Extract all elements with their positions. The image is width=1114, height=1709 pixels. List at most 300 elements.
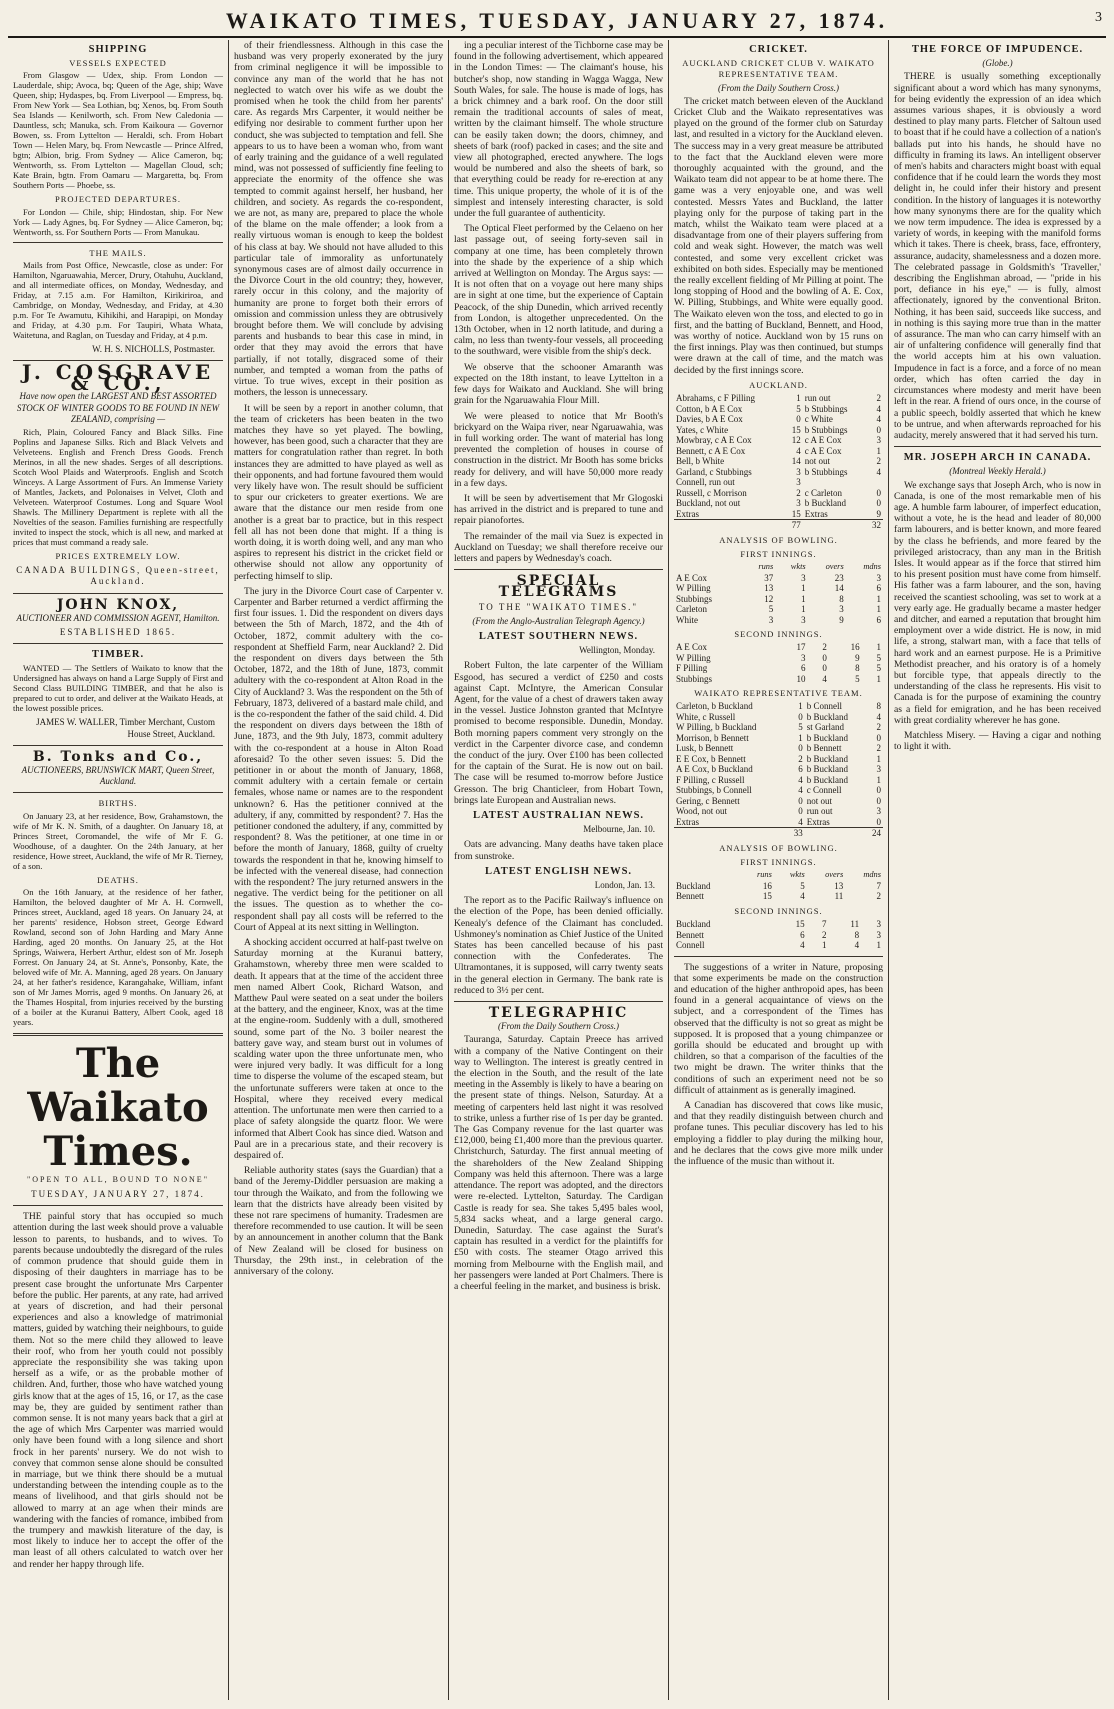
table-cell: Extras (676, 508, 699, 519)
table-cell: Bennett, c A E Cox (676, 445, 746, 456)
timber-text: WANTED — The Settlers of Waikato to know that the Undersigned has always on hand a Large Supply of First and Second Class BUILDING TIMBER, and that he also is prepared to cut to order, and deliver at the Waikato Heads, at the lowest possible prices. (13, 663, 223, 714)
table-header-cell: runs (758, 562, 774, 571)
table-row (674, 722, 883, 733)
table-cell: b Bennett (806, 743, 842, 754)
cricket-heading: CRICKET. (749, 44, 808, 55)
table-cell: c White (804, 414, 833, 425)
analysis-rows-3 (674, 881, 883, 902)
table-cell: F Pilling, c Russell (676, 774, 745, 785)
table-cell: 4 (876, 466, 881, 477)
table-row (674, 393, 883, 404)
table-cell: Bennett (676, 929, 704, 940)
table-cell: 32 (872, 520, 881, 531)
table-cell: 6 (876, 583, 881, 593)
table-cell: 13 (834, 880, 844, 891)
table-cell: b Stubbings (804, 403, 848, 414)
table-cell: not out (806, 795, 832, 806)
table-cell: Davies, b A E Cox (676, 414, 743, 425)
table-cell: 1 (876, 642, 881, 653)
table-cell: Carleton (676, 604, 707, 614)
auckland-rows (674, 393, 883, 520)
cosgrave-banner: J. COSGRAVE & CO., (21, 360, 215, 396)
table-cell: 3 (796, 498, 801, 509)
table-cell (803, 477, 866, 488)
deaths-heading: DEATHS. (97, 874, 139, 885)
column-1 (8, 40, 228, 1700)
table-cell: Stubbings, b Connell (676, 785, 752, 796)
table-cell: 1 (876, 774, 881, 785)
table-cell: 0 (876, 816, 881, 827)
table-cell: 3 (796, 477, 801, 488)
table-cell: 1 (798, 701, 803, 712)
paper-banner: The Waikato Times. (27, 1039, 209, 1175)
births-heading: BIRTHS. (98, 798, 138, 809)
table-cell: Bennett (676, 891, 704, 902)
table-cell: Cotton, b A E Cox (676, 403, 743, 414)
article-amaranth: We observe that the schooner Amaranth was expected on the 18th instant, to leave Lyttelton in a few days for Waikato and Auckland. She will bring grain for the Ngaruawahia Flour Mill. (454, 361, 663, 407)
table-cell: 2 (798, 753, 803, 764)
table-row (674, 919, 883, 930)
table-cell: 7 (876, 880, 881, 891)
table-row (674, 817, 883, 828)
arch-text: We exchange says that Joseph Arch, who is now in Canada, is one of the most remarkable men of his age. A humble farm labourer, of imperfect education, without a vote, he is the head and leader of 80,000 farm labourers, and is better known, and more feared by the class he befriends, and more feared by the privileged aristocracy, than any man in the British Isles. It would appear as if the force that stirred him to his present position must have come from himself. His father was a farm labourer, and the son, having received the scantiest schooling, was set to work at a very early age. He gradually became a master hedger and ditcher, and earned a reputation that brought him employment over a wide district. He is now, in mid life, a strong, stalwart man, with a face that tells of hard work and an earnest purpose. He is a Primitive Methodist preacher, and his oratory is of a homely but forcible type, that appeals directly to the understanding of the class he represents. His visit to Canada is for the purpose of examining the country as a field for emigration, and he has been received with great cordiality wherever he has gone. (894, 479, 1101, 726)
auckland-heading: AUCKLAND. (749, 379, 808, 390)
table-cell: not out (804, 456, 831, 467)
table-cell: 15 (791, 424, 801, 435)
analysis-table-1 (674, 562, 883, 625)
cosgrave-address: CANADA BUILDINGS, Queen-street, Auckland. (16, 565, 220, 587)
table-row (674, 414, 883, 425)
table-cell: A E Cox, b Buckland (676, 764, 753, 775)
table-cell: b Buckland (806, 764, 848, 775)
knox-sub: AUCTIONEER AND COMMISSION AGENT, Hamilton. (16, 612, 220, 623)
masthead (8, 6, 1106, 38)
table-cell: 0 (876, 732, 881, 743)
table-cell: c A E Cox (804, 435, 842, 446)
table-cell: 3 (768, 614, 774, 625)
table-row (674, 764, 883, 775)
table-row (674, 663, 883, 674)
table-cell: b Buckland (806, 711, 848, 722)
paper-motto: "OPEN TO ALL, BOUND TO NONE" (27, 1174, 209, 1184)
table-cell: 2 (822, 642, 827, 653)
telegraphic-source: (From the Daily Southern Cross.) (497, 1021, 620, 1032)
table-row (674, 940, 883, 951)
waikato-heading: WAIKATO REPRESENTATIVE TEAM. (694, 688, 863, 699)
table-cell: White (676, 614, 698, 625)
table-cell: 4 (796, 445, 801, 456)
special-telegrams-banner: SPECIAL TELEGRAMS (498, 573, 619, 601)
article-divorce-verdict: The jury in the Divorce Court case of Carpenter v. Carpenter and Barber returned a verdict affirming the first four issues. 1. Did the respondent on divers days between the 5th of March, 1872, and the 4th of October, 1872, commit adultery with the co-respondent at Sheffield Farm, near Auckland? 2. Did the respondent on divers days between the 5th October, 1872, and the 18th of June, 1873, commit adultery with the co-respondent at Alton Road in the City of Auckland? 3. Was the respondent on the 5th of February, 1873, delivered of a bastard male child, and is the co-respondent the father of the said child. 4. Did the respondent on divers days between the 18th of June, 1873, and the 9th July, 1873, commit adultery with the co-respondent at a house in Alton Road aforesaid? To the other seven issues: 5. Did the petitioner in or about the month of January, 1868, commit adultery with a certain female or certain females, whose name or names are to the respondent unknown? 6. Has the petitioner connived at the adultery, if any, committed by respondent? 7. Has the petitioner condoned the adultery, if any, committed by respondent? 8. Was the petitioner, at one time in or before the month of January, 1868, guilty of cruelty towards the respondent in that he, knowing himself to be infected with the venereal disease, had connection with the respondent? The jury returned answers in the negative. The verdict being for the petitioner on all the issues. The question as to whether the co-respondent shall pay all costs will be referred to the Court of Appeal at its next sitting in Wellington. (234, 585, 443, 933)
departures-text: For London — Chile, ship; Hindostan, ship. For New York — Lady Agnes, bq. For Sydney — Alice Cameron, bq; Wentworth, ss. For Southern Ports — From Manukau. (13, 206, 223, 237)
table-cell: W Pilling (676, 652, 711, 663)
table-cell: b Buckland (806, 774, 848, 785)
table-cell: b Buckland (806, 753, 848, 764)
table-cell: 4 (800, 891, 805, 902)
article-boiler-accident: A shocking accident occurred at half-past twelve on Saturday morning at the Kuranui battery, Grahamstown, whereby three men were scalded to death. It appears that at the time of the accident three men named Albert Cook, Richard Watson, and Matthew Paul were seated on a seat under the boilers at the battery, and the engineer, Knox, was at the time at the engine-room. Suddenly with a dull, smothered sound, some part of the No. 3 boiler nearest the battery gave way, and steam burst out in volumes of scalding water upon the three unfortunate men, who were injured very badly. It was difficult for a long time to disperse the volume of the escaped steam, but the unfortunate sufferers were taken at once to the Hospital, where they received every medical attention. The unfortunate men were then carried to a place of safety alongside the quartz floor. We were informed that Albert Cook has since died. Watson and Paul are in a precarious state, and their recovery is despaired of. (234, 937, 443, 1161)
departures-heading: PROJECTED DEPARTURES. (55, 194, 181, 205)
article-cricket-comment: It will be seen by a report in another column, that the team of cricketers has been beaten in the two matches they have so yet played. The bowling, however, has been good, such a character that they are matters for congratulation rather than regret. In both instances they are admitted to have played as well as their opponents, and had fortune favoured them would very likely have won. The result should be sufficient to spur our cricketers to greater exertions. We are aware that the distance our men reside from one another is a great bar to practice, but in this respect fell all has not been done that might. If a thing is worth doing, it is worth doing well, and any man who aspires to represent his district in the cricket field or otherwise should not allow any opportunity of perfecting himself to slip. (234, 402, 443, 582)
analysis-second-innings-2: SECOND INNINGS. (734, 905, 823, 916)
table-cell: 2 (876, 393, 881, 404)
auckland-total (674, 520, 883, 531)
table-cell: 2 (876, 722, 881, 733)
table-cell: 6 (798, 764, 803, 775)
article-mail: The remainder of the mail via Suez is expected in Auckland on Tuesday; we shall therefore receive our letters and papers by Wednesday's coach. (454, 530, 663, 564)
table-cell: 12 (791, 435, 801, 446)
table-cell: 11 (834, 891, 844, 902)
table-cell: 9 (839, 614, 844, 625)
table-cell: 5 (800, 880, 805, 891)
table-cell: Buckland (676, 880, 711, 891)
table-cell: 1 (796, 393, 801, 404)
cows-music-paragraph: A Canadian has discovered that cows like music, and that they readily distinguish between church and profane tunes. This peculiar discovery has led to his employing a fiddler to play during the milking hour, and he declares that the cows give more milk under the influence of the music than without it. (674, 1099, 883, 1167)
knox-established: ESTABLISHED 1865. (59, 627, 177, 638)
impudence-heading: THE FORCE OF IMPUDENCE. (911, 44, 1084, 55)
table-cell: Extras (676, 816, 699, 827)
timber-signature: JAMES W. WALLER, Timber Merchant, Custom House Street, Auckland. (36, 717, 215, 739)
analysis-rows-1 (674, 573, 883, 626)
table-row (674, 594, 883, 605)
auckland-scorecard (674, 393, 883, 531)
table-cell: 9 (855, 652, 860, 663)
table-row (674, 488, 883, 499)
table-cell: 6 (876, 614, 881, 625)
table-cell: 2 (876, 456, 881, 467)
table-cell: 4 (822, 673, 827, 684)
table-cell (674, 828, 787, 839)
table-cell: 5 (798, 722, 803, 733)
table-cell: 1 (801, 604, 806, 614)
cricket-title: AUCKLAND CRICKET CLUB V. WAIKATO REPRESENTATIVE TEAM. (682, 58, 875, 80)
analysis-rows-2 (674, 642, 883, 684)
table-cell: Yates, c White (676, 424, 729, 435)
table-cell: Extras (804, 508, 828, 519)
table-cell: 4 (800, 940, 805, 951)
table-row (674, 712, 883, 723)
table-cell: 1 (876, 445, 881, 456)
table-cell: 2 (876, 743, 881, 754)
latest-english-heading: LATEST ENGLISH NEWS. (484, 865, 633, 877)
table-cell: A E Cox (676, 572, 708, 583)
table-cell: 8 (854, 929, 860, 940)
table-cell: 12 (764, 593, 774, 604)
knox-banner: JOHN KNOX, (56, 596, 180, 613)
table-cell: 11 (850, 919, 860, 930)
table-header-cell: mdns (863, 870, 881, 880)
table-cell: 0 (798, 795, 803, 806)
table-row (674, 477, 883, 488)
table-cell: 0 (822, 663, 827, 674)
cosgrave-prices: PRICES EXTREMELY LOW. (55, 551, 181, 562)
article-divorce-comment: of their friendlessness. Although in this case the husband was very properly exonerated by the jury from criminal negligence it will be impossible to convince any man of the world that he has not neglected to watch over his wife as we doubt the promised when he took the child from her parents' care. As regards Mrs Carpenter, it would neither be edifying nor desirable to comment further upon her conduct, she was subjected to temptation and fell. She appears to us to have been a woman who, from want of early training and the guidance of a well regulated mind, was not possessed of sufficiently fine feeling to appreciate the enormity of the offence she was tempted to commit against herself, her husband, her children, and society. As regards the co-respondent, we are not, as many are, prepared to place the whole of the blame on the male offender; a look from a really virtuous woman is enough to keep the boldest of his class at bay. We should not have alluded to this particular tale of immorality as unfortunately synonymous cases are of almost daily occurrence in the Divorce Court in the old country; they, however, rarely occur in this colony, and the majority of humanity are prone to forget both their errors of omission and commission unless they are obtrusively brought before them. We will conclude by advising parents and husbands to bear this case in mind, in order that they may avoid the errors that have partially, if not totally, disgraced some of their number, and tempted a woman from the paths of virtue. To true wives, except in their position as mothers, the lesson is unnecessary. (234, 40, 443, 399)
latest-southern-heading: LATEST SOUTHERN NEWS. (478, 630, 639, 642)
tonks-sub: AUCTIONEERS, BRUNSWICK MART, Queen Street, Auckland. (21, 765, 215, 787)
table-cell: F Pilling (676, 663, 708, 674)
article-brickyard: We were pleased to notice that Mr Booth's brickyard on the Waipa river, near Ngaruawahia, was in full working order. The want of material has long prevented the completion of houses in course of construction in the district. Mr Booth has some bricks ready for delivery, and will have 50,000 more ready in a few days. (454, 410, 663, 489)
table-cell: Wood, not out (676, 806, 728, 817)
table-cell: 5 (855, 673, 860, 684)
cricket-report: The cricket match between eleven of the Auckland Cricket Club and the Waikato representatives was played on the ground of the former club on Saturday last, and resulted in a victory for the Auckland eleven. The success may in a very great measure be attributed to the fact that the Auckland eleven were more thoroughly acquainted with the ground, and the Waikato team did not appear to be at home there. The game was a very enjoyable one, and was well contested. Messrs Yates and Buckland, the latter playing only for the purpose of taking part in the match, whilst the Waikato team were placed at a disadvantage from one of their players suffering from cold and weak sight. However, the match was well contested, and some very excellent cricket was exhibited on both sides. Especially may be mentioned the really excellent fielding of Mr Pilling at point. The long stopping of Hood and the bowling of A. E. Cox, W. Pilling, Stubbings, and White were equally good. The Waikato eleven won the toss, and elected to go in first, and the batting of Buckland, Bennett, and Hood, was worthy of notice. Auckland won by 15 runs on the first innings. Play was then continued, but stumps were drawn at the call of time, and the match was decided by the first innings score. (674, 95, 883, 376)
table-cell: 0 (796, 414, 801, 425)
table-cell: Connell (676, 940, 705, 951)
table-cell: 3 (839, 604, 844, 614)
table-cell: 13 (764, 583, 774, 593)
table-row (674, 615, 883, 626)
table-cell: 0 (876, 487, 881, 498)
analysis-heading: ANALYSIS OF BOWLING. (719, 534, 838, 545)
table-cell: 37 (764, 572, 774, 583)
table-cell: 16 (762, 880, 772, 891)
table-cell: 15 (762, 891, 772, 902)
mails-text: Mails from Post Office, Newcastle, close as under: For Hamilton, Ngaruawahia, Mercer, Drury, Otahuhu, Auckland, and all intermediate offices, on Monday, Wednesday, and Friday, at 7.15 a.m. For Hamilton, Kirikiriroa, and Cambridge, on Monday, Wednesday, and Friday, at 4.30 p.m. For Te Awamutu, Kihikihi, and Harapipi, on Monday and Friday, at 4.30 p.m. For Taupiri, Whata Whata, Waitetuna, and Raglan, on Tuesday and Friday, at 4 p.m. (13, 259, 223, 340)
matchless-misery: Matchless Misery. — Having a cigar and nothing to light it with. (894, 729, 1101, 753)
table-cell: 0 (798, 806, 803, 817)
table-header-cell: wkts (790, 562, 806, 571)
table-cell: st Garland (806, 722, 844, 733)
table-header-cell (674, 870, 741, 881)
table-cell: 8 (839, 593, 844, 604)
table-row (674, 891, 883, 902)
table-row (674, 425, 883, 436)
analysis-table-2 (674, 642, 883, 684)
table-cell: b Buckland (806, 732, 848, 743)
table-cell: Gering, c Bennett (676, 795, 740, 806)
deaths-text: On the 16th January, at the residence of her father, Hamilton, the beloved daughter of Mr A. H. Cornwell, Princes street, Auckland, aged 18 years. On January 24, at her parents' residence, Hobson street, George Edward Rowland, second son of John Harding and Mary Anne Harding, aged 20 months. On January 25, at the Hot Springs, Waiwera, Herbert Arthur, eldest son of Mr. Joseph Forrest. On January 24, at St. Anne's, Ponsonby, Kate, the beloved wife of Mr. A. Manning, aged 28 years. On January 24, at her father's residence, Karangahake, William, infant son of Mr James Morris, aged 9 months. On January 26, at the Thames Hospital, from injuries received by the bursting of a boiler at the Kuranui Battery, Albert Cook, aged 18 years. (13, 886, 223, 1027)
nature-paragraph: The suggestions of a writer in Nature, proposing that some experiments be made on the construction and education of the higher anthropoid apes, has been found in a general acquaintance of views on the subject, and a correspondent of the Times has observed that the difficulty is not so great as might be supposed. It is proposed that a young chimpanzee or gorilla should be educated and brought up with children, so that a comparison of the faculties of the two might be drawn. The writer thinks that the conditions of such an experiment need not be so difficult of attainment as is generally imagined. (674, 961, 883, 1096)
table-cell: 4 (798, 816, 803, 827)
table-cell: 1 (798, 732, 803, 743)
shipping-text: From Glasgow — Udex, ship. From London — Lauderdale, ship; Avoca, bq; Queen of the Age, ship; Wave Queen, ship; Hydaspes, bq. From Liverpool — Empress, bq. From New York — Sea Lothian, bq; Xenos, bq. From South Sea Islands — Kenilworth, sch. From New Caledonia — Dauntless, sch; Manuka, sch. From Kaikoura — Governor Bowen, ss. From Lyttelton — Heraldi, sch. From Hobart Town — Helen Mary, bq. From Newcastle — Prince Alfred, bgtn; Albion, brig. From Sydney — Alice Cameron, bq; Wentworth, ss. From Lyttelton — Magellan Cloud, sch; Kate Brain, bgtn. From Oamaru — Margaretta, bq. From Southern Ports — Phoebe, ss. (13, 70, 223, 191)
table-cell: Garland, c Stubbings (676, 466, 752, 477)
article-tichborne: ing a peculiar interest of the Tichborne case may be found in the following advertisement, which appeared in the London Times: — The claimant's house, his butcher's shop, now standing in Wagga Wagga, New South Wales, for sale. The house is made of logs, has a brick chimney and a bark roof. On the door still remain the traditional accounts of sales of meat, written by the claimant himself. The whole structure can be easily taken down; the doors, chimney, and sheets of bark (roof) packed in cases; and the site and view all photographed, erected anywhere. The logs would be numbered and also the sheets of bark, so that everything could be ready for re-erection at any time. This unique property, the whole of it is of the simplest and intensely interesting character, is sold under the full guarantee of authenticity. (454, 40, 663, 220)
table-cell: 6 (800, 663, 806, 674)
table-cell: 16 (850, 642, 860, 653)
table-cell: 1 (876, 604, 881, 614)
cosgrave-text: Rich, Plain, Coloured Fancy and Black Silks. Fine Poplins and Japanese Silks. Rich and Black Velvets and Velveteens. English and French Dress Goods. French Merinos, in all the new shades. Serges of all descriptions. Scotch Wool Plaids and Waterproofs. English and Scotch Winceys. A Large Assortment of Furs. An Immense Variety of Mantles, Jackets, and Polonaises in Velvet, Cloth and Velveteen. Waterproof Costumes. Long and Square Wool Shawls. The Millinery Department is replete with all the Novelties of the season. Families furnishing are respectfully invited to inspect the stock, which is all new, and marked at prices that must command a ready sale. (13, 427, 223, 548)
table-cell: 0 (822, 652, 827, 663)
table-cell: 3 (801, 614, 806, 625)
table-cell: 1 (876, 940, 881, 951)
table-cell: 4 (798, 774, 803, 785)
latest-english-dateline: London, Jan. 13. (594, 880, 655, 891)
cricket-source: (From the Daily Southern Cross.) (717, 82, 840, 93)
table-header-cell: runs (756, 870, 772, 880)
table-cell: b Stubbings (804, 466, 848, 477)
table-cell: 0 (798, 743, 803, 754)
tonks-banner: B. Tonks and Co., (32, 748, 204, 765)
shipping-subheading: VESSELS EXPECTED (69, 58, 167, 69)
table-cell: 4 (876, 403, 881, 414)
table-cell: 3 (796, 466, 801, 477)
table-cell: Russell, c Morrison (676, 487, 747, 498)
table-cell: 14 (791, 456, 801, 467)
article-ships: The Optical Fleet performed by the Celaeno on her last passage out, of seeing forty-seven sail in company at one time, has been completely thrown into the shade by the experience of a ship which arrived at Wellington on Monday. The Argus says: — It is not often that on a voyage out here many ships are in sight at one time, but the experience of Captain Peacock, of the ship Dunedin, which arrived recently from London, is altogether unprecedented. On the 13th October, when in 12 north latitude, and during a calm, no less than twenty-four vessels, all proceeding to the southward, were visible from the ship's deck. (454, 223, 663, 358)
table-cell: 0 (876, 498, 881, 509)
table-cell: c Connell (806, 785, 842, 796)
table-cell: 5 (876, 663, 881, 674)
impudence-source: (Globe.) (982, 58, 1013, 69)
table-cell: 5 (768, 604, 774, 614)
analysis-first-innings: FIRST INNINGS. (740, 548, 817, 559)
table-cell: 4 (876, 414, 881, 425)
table-row (674, 653, 883, 664)
analysis-table-3 (674, 870, 883, 902)
table-cell: 3 (876, 806, 881, 817)
table-cell: 6 (800, 929, 805, 940)
analysis-second-innings: SECOND INNINGS. (734, 629, 823, 639)
table-cell: 8 (855, 663, 860, 674)
table-row (674, 404, 883, 415)
table-total-row (674, 828, 883, 839)
table-cell: Buckland (676, 919, 711, 930)
analysis-header-2 (674, 870, 883, 881)
mails-heading: THE MAILS. (89, 247, 147, 258)
table-cell: 1 (801, 593, 806, 604)
table-row (674, 674, 883, 685)
table-cell: c Carleton (804, 487, 843, 498)
latest-southern-text: Robert Fulton, the late carpenter of the William Esgood, has secured a verdict of £250 and costs against Capt. McIntyre, the American Consular Agent, for the value of a chest of drawers taken away in the vessel. Justice Johnston granted that McIntyre promised to become responsible. Dunedin, Monday. Both morning papers comment very strongly on the verdict in the Carpenter divorce case, and condemn the conduct of the jury. Over £100 has been collected for the captain of the Surat. He is now out on bail. The case will be resumed to-morrow before Justice Gresson. The brig Chanticleer, from Hobart Town, brings late European and Australian news. (454, 660, 663, 806)
impudence-text: THERE is usually something exceptionally significant about a word which has many synonyms, for being evidently the expression of an idea which assumes various shapes, it is obviously a word destined to play many parts. Fletcher of Saltoun used to boast that if he could have a collection of a nation's ballads put into his hands, he should have no difficulty in framing its laws. An intelligent observer of men's habits and characters might boast with equal confidence that if he could learn the words they most delight in, he could infer their history and present condition. In the history of languages it is noteworthy how many synonyms there are for the quality which we now term impudence. The idea is expressed by a variety of words, in keeping with the manifold forms which it takes. There is cheek, brass, face, effrontery, assurance, audacity, shamelessness and a dozen more. The celebrated passage in Goldsmith's 'Traveller,' describing the Englishman abroad, — "pride in his port, defiance in his eye," — is fully, almost affectionately, ignored by the conventional Briton. Nothing, it has been said, succeeds like success, and in nothing is this saying more true than in the matter of assurance. The man who can carry himself with an air of unfaltering confidence will generally find that the world accepts him at his own valuation. Impudence in fact is a force, and a force of no mean order, which has often carried the day in circumstances where modesty and merit have been left in the rear. A friend of ours once, in the course of a public speech, boldly asserted that which he knew to be untrue, and when afterwards reproached for his audacity, merely answered that it had served his turn. (894, 71, 1101, 441)
table-row (674, 446, 883, 457)
table-cell: b Stubbings (804, 424, 848, 435)
table-row (674, 642, 883, 653)
table-cell: b Buckland (804, 498, 847, 509)
table-cell: Connell, run out (676, 477, 735, 488)
table-cell: 5 (796, 403, 801, 414)
table-header-row (674, 562, 883, 573)
table-header-cell: mdns (863, 562, 881, 571)
arch-source: (Montreal Weekly Herald.) (949, 466, 1046, 477)
table-cell: Carleton, b Buckland (676, 701, 753, 712)
table-cell: 7 (821, 919, 827, 930)
table-row (674, 785, 883, 796)
table-cell: 3 (876, 919, 881, 930)
table-cell: c A E Cox (804, 445, 842, 456)
latest-australian-text: Oats are advancing. Many deaths have taken place from sunstroke. (454, 839, 663, 862)
table-cell: 9 (876, 508, 881, 519)
waikato-total (674, 828, 883, 839)
table-row (674, 733, 883, 744)
table-total-row (674, 520, 883, 531)
special-telegrams-sub: TO THE "WAIKATO TIMES." (478, 601, 639, 612)
table-cell: 8 (876, 701, 881, 712)
analysis-table-4 (674, 919, 883, 951)
table-cell: 1 (876, 753, 881, 764)
table-cell: 3 (876, 764, 881, 775)
table-row (674, 456, 883, 467)
editorial-text: THE painful story that has occupied so much attention during the last week should prove a valuable lesson to parents, to husbands, and to wives. To parents because undoubtedly the disregard of the rules of common prudence that should guide them in disposing of their daughters in marriage has to be present case brought the unfortunate Mrs Carpenter before the public. Her parents, at any rate, had arrived at years of discretion, and had their personal experiences and also a knowledge of matrimonial matters, guided by watching their neighbours, to guide them. Not so the mere child they allowed to leave their roof, who from her youth could not possibly appreciate the responsibility she was taking upon herself as a wife, or as the probable mother of children. And, further, those who have watched young girls know that at the ages of 15, 16, or 17, as the case may be, they are guided by sentiment rather than common sense. It is not many years back that a girl at the age of which Mrs Carpenter was married would only have been found with a long silence and short frock in her parents' nursery. We do not wish to convey that common sense alone should be consulted in marriage, but we think there should be a mutual understanding between the intending couple as to the means of livelihood, and that girls should not be allowed to marry at an age when their minds are wandering with the fancies of romance, imbibed from the trumpery and mawkish literature of the day, is most likely to induce her to accept the offer of the man least of all others calculated to watch over her and render her happy through life. (13, 1211, 223, 1570)
births-text: On January 23, at her residence, Bow, Grahamstown, the wife of Mr K. N. Smith, of a daughter. On January 18, at Princes Street, Coromandel, the wife of Mr F. G. Woodhouse, of a daughter. On the 24th January, at her residence, Howe street, Auckland, the wife of Mr R. Tierney, of a son. (13, 810, 223, 871)
table-cell: b Connell (806, 701, 842, 712)
table-cell: 33 (793, 828, 803, 839)
latest-english-text: The report as to the Pacific Railway's influence on the election of the Pope, has been denied officially. Kenealy's defence of the Claimant has concluded. Ushmoney's nomination as Chief Justice of the United States has been cancelled because of his past connection with the Confederates. The Ultramontanes, it is supposed, will carry twenty seats in the general election in Germany. The bank rate is reduced to 3½ per cent. (454, 895, 663, 996)
table-cell: Extras (806, 816, 830, 827)
table-cell: 1 (876, 593, 881, 604)
table-cell: 14 (834, 583, 844, 593)
table-cell: 15 (791, 508, 801, 519)
table-cell: White, c Russell (676, 711, 736, 722)
analysis-first-innings-2: FIRST INNINGS. (740, 857, 817, 868)
article-swindlers: Reliable authority states (says the Guardian) that a band of the Jeremy-Diddler persuasion are making a tour through the Waikato, and from the following we learn that the districts have already been visited by these not rare specimens of humanity. Tradesmen are therefore recommended to use caution. It will be seen by an announcement in another column that the Bank of New Zealand will be closed for business on Thursday, the 29th inst., in celebration of the anniversary of the colony. (234, 1165, 443, 1277)
table-cell: Lusk, b Bennett (676, 743, 734, 754)
latest-southern-dateline: Wellington, Monday. (579, 645, 655, 656)
table-cell (866, 477, 883, 488)
mails-signature: W. H. S. NICHOLLS, Postmaster. (92, 343, 215, 354)
table-header-cell: overs (825, 562, 844, 571)
column-2 (229, 40, 448, 1700)
table-cell: 5 (876, 652, 881, 663)
table-cell: 0 (876, 795, 881, 806)
table-cell: 4 (798, 785, 803, 796)
table-header-cell: wkts (789, 870, 805, 880)
table-cell: 3 (876, 572, 881, 583)
column-3 (449, 40, 668, 1700)
analysis-heading-2: ANALYSIS OF BOWLING. (719, 842, 838, 853)
telegraphic-banner: TELEGRAPHIC (488, 1005, 629, 1022)
table-header-row (674, 870, 883, 881)
table-cell: 0 (876, 424, 881, 435)
timber-heading: TIMBER. (91, 649, 145, 661)
table-cell: W Pilling, b Buckland (676, 722, 757, 733)
latest-australian-heading: LATEST AUSTRALIAN NEWS. (472, 810, 645, 821)
table-cell: 3 (876, 435, 881, 446)
telegraphic-text: Tauranga, Saturday. Captain Preece has arrived with a company of the Native Contingent on their way to Wellington. The interest is greatly centred in the election in the South, and the result of the late meeting in the Assembly is likely to have a bearing on the present state of things. Nelson, Saturday. At a meeting of carpenters held last night it was resolved to strike, unless a further rise of 1s per day be granted. The Gas Company revenue for the last quarter was £12,000, being £1,400 more than the previous quarter. Christchurch, Saturday. The first annual meeting of the shareholders of the New Zealand Shipping Company was held this afternoon. There was a large attendance. The report was adopted, and the directors were re-elected. Lyttelton, Saturday. The Cardigan Castle is ready for sea. She takes 5,495 bales wool, 5,834 sacks wheat, and a large general cargo. Dunedin, Saturday. The case against the Surat's captain has resulted in a verdict for the plaintiffs for £50 with costs. The steamer Otago arrived this morning from Melbourne with the English mail, and her passengers were landed at Port Chalmers. There is a cheerful feeling in the market, and business is brisk. (454, 1034, 663, 1292)
table-header-cell: overs (825, 870, 844, 880)
table-cell: 10 (796, 673, 806, 684)
table-row (674, 435, 883, 446)
table-header-cell (674, 562, 743, 573)
page-number: 3 (1095, 10, 1102, 25)
table-cell: Bell, b White (676, 456, 725, 467)
telegraph-agency: (From the Anglo-Australian Telegraph Agency.) (472, 615, 645, 626)
table-row (674, 498, 883, 509)
table-cell: 3 (801, 572, 806, 583)
paper-date: TUESDAY, JANUARY 27, 1874. (31, 1189, 205, 1200)
article-piano: It will be seen by advertisement that Mr Glogoski has arrived in the district and is prepared to tune and repair pianofortes. (454, 492, 663, 527)
waikato-scorecard (674, 701, 883, 839)
table-row (674, 743, 883, 754)
table-cell: 0 (798, 711, 803, 722)
table-cell: Morrison, b Bennett (676, 732, 749, 743)
table-row (674, 806, 883, 817)
table-row (674, 930, 883, 941)
table-cell (805, 828, 866, 839)
table-cell: 15 (795, 919, 805, 930)
table-cell: Stubbings (676, 673, 713, 684)
table-cell: 0 (876, 785, 881, 796)
table-cell: 2 (876, 891, 881, 902)
table-cell: Mowbray, c A E Cox (676, 435, 752, 446)
table-cell: 23 (834, 572, 844, 583)
table-row (674, 754, 883, 765)
arch-heading: MR. JOSEPH ARCH IN CANADA. (903, 452, 1092, 464)
analysis-rows-4 (674, 919, 883, 951)
table-cell: 4 (854, 940, 860, 951)
table-cell: 3 (876, 929, 881, 940)
table-cell: 2 (796, 487, 801, 498)
table-cell: 17 (796, 642, 806, 653)
table-cell: run out (804, 393, 831, 404)
table-row (674, 573, 883, 584)
table-cell: A E Cox (676, 642, 708, 653)
table-cell (674, 520, 785, 531)
table-cell: run out (806, 806, 833, 817)
columns (8, 40, 1106, 1700)
newspaper-page (8, 6, 1106, 1703)
table-row (674, 881, 883, 892)
table-cell: W Pilling (676, 583, 711, 593)
